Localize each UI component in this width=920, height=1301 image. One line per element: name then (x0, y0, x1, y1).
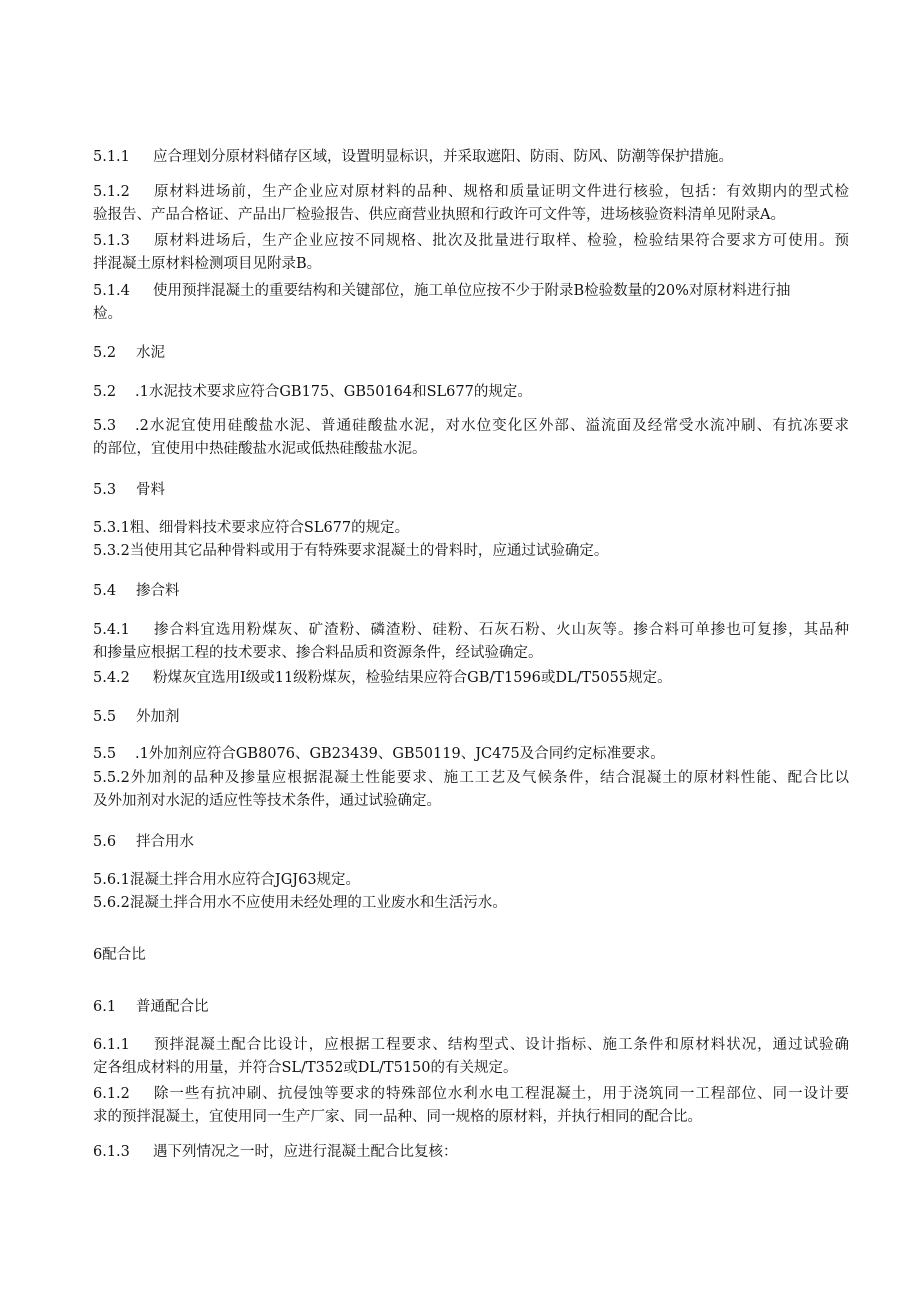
section-number: 5.5 (93, 709, 117, 725)
clause-number: 6.1.2 (93, 1086, 130, 1102)
clause-5-1-3 (93, 230, 849, 276)
clause-text-line-2: 定各组成材料的用量，并符合SL/T352或DL/T5150的有关规定。 (93, 1060, 518, 1076)
clause-text-line-1: 使用预拌混凝土的重要结构和关键部位，施工单位应按不少于附录B检验数量的20%对原材料进行抽 (153, 283, 791, 299)
clause-6-1-3 (93, 1141, 849, 1164)
section-heading-5-3 (93, 479, 849, 502)
clause-text: .1水泥技术要求应符合GB175、GB50164和SL677的规定。 (135, 384, 532, 400)
clause-text: .1外加剂应符合GB8076、GB23439、GB50119、JC475及合同约定标准要求。 (135, 746, 665, 762)
clause-text-line-1: 原材料进场前，生产企业应对原材料的品种、规格和质量证明文件进行核验，包括：有效期内的型式检 (153, 184, 849, 200)
clause-number: 5.1.4 (93, 283, 130, 299)
clause-5-5-1 (93, 743, 849, 766)
clause-text-line-2: 拌混凝土原材料检测项目见附录B。 (93, 256, 322, 272)
section-title: 水泥 (136, 345, 165, 361)
clause-number: 5.1.3 (93, 233, 130, 249)
clause-number: 6.1.3 (93, 1144, 130, 1160)
section-title: 拌合用水 (136, 834, 194, 850)
clause-5-4-2 (93, 667, 849, 690)
clause-5-5-2 (93, 767, 849, 813)
clause-5-3-group (93, 517, 849, 563)
clause-number: 5.2 (93, 384, 117, 400)
clause-5-2-2 (93, 415, 849, 461)
clause-text-line-1: 掺合料宜选用粉煤灰、矿渣粉、磷渣粉、硅粉、石灰石粉、火山灰等。掺合料可单掺也可复掺，其品种 (153, 622, 849, 638)
clause-number: 5.1.1 (93, 149, 130, 165)
clause-5-2-1 (93, 381, 849, 404)
clause-text-line-2: 验报告、产品合格证、产品出厂检验报告、供应商营业执照和行政许可文件等，进场核验资料清单见附录A。 (93, 207, 785, 223)
clause-text-line-1: 原材料进场后，生产企业应按不同规格、批次及批量进行取样、检验，检验结果符合要求方可使用。预 (153, 233, 849, 249)
section-heading-5-6 (93, 831, 849, 854)
clause-text-line-1: .2水泥宜使用硅酸盐水泥、普通硅酸盐水泥，对水位变化区外部、溢流面及经常受水流冲刷、有抗冻要求 (135, 418, 849, 434)
section-number: 5.6 (93, 834, 117, 850)
chapter-heading-6 (93, 944, 849, 967)
section-heading-5-2 (93, 342, 849, 365)
section-title: 普通配合比 (136, 999, 209, 1015)
section-title: 骨料 (136, 482, 165, 498)
clause-text: 应合理划分原材料储存区域，设置明显标识，并采取遮阳、防雨、防风、防潮等保护措施。 (153, 149, 733, 165)
clause-5-6-group (93, 869, 849, 915)
section-title: 掺合料 (136, 583, 180, 599)
clause-5-6-1: 5.6.1混凝土拌合用水应符合JGJ63规定。 (93, 872, 361, 888)
clause-6-1-1 (93, 1034, 849, 1080)
clause-text-line-1: 5.5.2外加剂的品种及掺量应根据混凝土性能要求、施工工艺及气候条件，结合混凝土的原材料性能、配合比以 (93, 770, 849, 786)
clause-text-line-2: 和掺量应根据工程的技术要求、掺合料品质和资源条件，经试验确定。 (93, 645, 543, 661)
clause-5-1-1 (93, 146, 849, 169)
clause-5-3-2: 5.3.2当使用其它品种骨料或用于有特殊要求混凝土的骨料时，应通过试验确定。 (93, 543, 609, 559)
clause-number: 6.1.1 (93, 1037, 130, 1053)
clause-text-line-2: 的部位，宜使用中热硅酸盐水泥或低热硅酸盐水泥。 (93, 441, 427, 457)
clause-number: 5.3 (93, 418, 117, 434)
clause-text-line-1: 除一些有抗冲刷、抗侵蚀等要求的特殊部位水利水电工程混凝土，用于浇筑同一工程部位、同一设计要 (153, 1086, 849, 1102)
clause-number: 5.4.2 (93, 670, 130, 686)
clause-text-line-2: 检。 (93, 306, 122, 322)
clause-text-line-1: 预拌混凝土配合比设计，应根据工程要求、结构型式、设计指标、施工条件和原材料状况，通过试验确 (153, 1037, 849, 1053)
clause-number: 5.5 (93, 746, 117, 762)
section-number: 5.2 (93, 345, 117, 361)
clause-text-line-2: 求的预拌混凝土，宜使用同一生产厂家、同一品种、同一规格的原材料，并执行相同的配合比。 (93, 1109, 702, 1125)
clause-number: 5.4.1 (93, 622, 130, 638)
clause-text-line-2: 及外加剂对水泥的适应性等技术条件，通过试验确定。 (93, 793, 441, 809)
section-title: 外加剂 (136, 709, 180, 725)
clause-number: 5.1.2 (93, 184, 130, 200)
clause-5-4-1 (93, 619, 849, 665)
section-heading-5-5 (93, 706, 849, 729)
clause-5-1-4 (93, 280, 849, 326)
clause-5-1-2 (93, 181, 849, 227)
clause-6-1-2 (93, 1083, 849, 1129)
section-number: 6.1 (93, 999, 117, 1015)
section-number: 5.3 (93, 482, 117, 498)
clause-text: 粉煤灰宜选用I级或11级粉煤灰，检验结果应符合GB/T1596或DL/T5055规定。 (153, 670, 672, 686)
section-number: 5.4 (93, 583, 117, 599)
clause-5-6-2: 5.6.2混凝土拌合用水不应使用未经处理的工业废水和生活污水。 (93, 895, 507, 911)
section-heading-6-1 (93, 996, 849, 1019)
clause-text: 遇下列情况之一时，应进行混凝土配合比复核： (153, 1144, 458, 1160)
clause-5-3-1: 5.3.1粗、细骨料技术要求应符合SL677的规定。 (93, 520, 410, 536)
section-heading-5-4 (93, 580, 849, 603)
chapter-title: 6配合比 (93, 947, 146, 963)
